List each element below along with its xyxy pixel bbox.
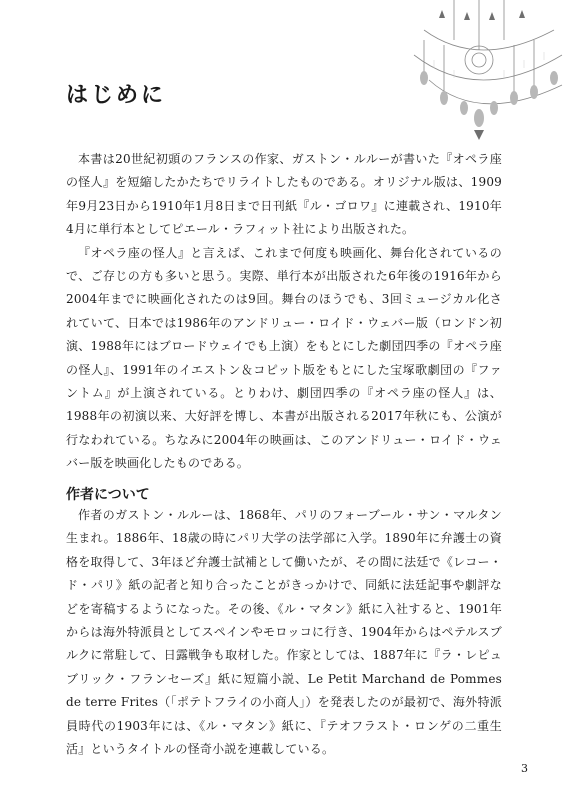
section-heading-author: 作者について — [66, 487, 150, 503]
author-section-text — [66, 504, 502, 761]
intro-text — [66, 148, 502, 476]
page-number: 3 — [521, 762, 528, 775]
intro-paragraph-1: 本書は20世紀初頭のフランスの作家、ガストン・ルルーが書いた『オペラ座の怪人』を短縮したかたちでリライトしたものである。オリジナル版は、1909年9月23日から1910年1月8日まで日刊紙『ル・ゴロワ』に連載され、1910年4月に単行本としてピエール・ラフィット社により出版された。 — [66, 152, 502, 237]
page-title: はじめに — [66, 83, 167, 108]
chandelier-illustration — [394, 0, 564, 140]
intro-paragraph-2: 『オペラ座の怪人』と言えば、これまで何度も映画化、舞台化されているので、ご存じの方も多いと思う。実際、単行本が出版された6年後の1916年から2004年までに映画化されたのは9回。舞台のほうでも、3回ミュージカル化されていて、日本では1986年のアンドリュー・ロイド・ウェバー版（ロンドン初演、1988年にはブロードウェイでも上演）をもとにした劇団四季の『オペラ座の怪人』、1991年のイエストン＆コピット版をもとにした宝塚歌劇団の『ファントム』が上演されている。とりわけ、劇団四季の『オペラ座の怪人』は、1988年の初演以来、大好評を博し、本書が出版される2017年秋にも、公演が行なわれている。ちなみに2004年の映画は、このアンドリュー・ロイド・ウェバー版を映画化したものである。 — [66, 245, 502, 471]
author-paragraph: 作者のガストン・ルルーは、1868年、パリのフォーブール・サン・マルタン生まれ。1886年、18歳の時にパリ大学の法学部に入学。1890年に弁護士の資格を取得して、3年ほど弁護士試補として働いたが、その間に法廷で《レコー・ド・パリ》紙の記者と知り合ったことがきっかけで、同紙に法廷記事や劇評などを寄稿するようになった。その後、《ル・マタン》紙に入社すると、1901年からは海外特派員としてスペインやモロッコに行き、1904年からはペテルスブルクに常駐して、日露戦争も取材した。作家としては、1887年に『ラ・レピュブリック・フランセーズ』紙に短篇小説、Le Petit Marchand de Pommes de terre Frites（「ポテトフライの小商人」）を発表したのが最初で、海外特派員時代の1903年には、《ル・マタン》紙に、『テオフラスト・ロンゲの二重生活』というタイトルの怪奇小説を連載している。 — [66, 508, 502, 757]
